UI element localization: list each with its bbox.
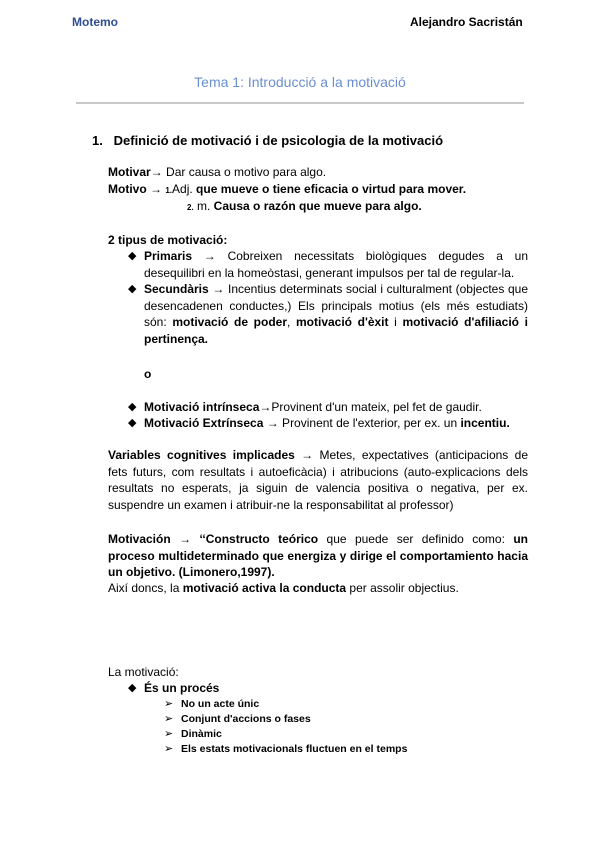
definition-motivo-2 [187,198,422,217]
secundaris-term: Secundàris [144,282,209,296]
types-heading: 2 tipus de motivació: [108,233,228,247]
type-intrinseca [144,399,482,416]
list-item: Dinàmic [181,728,222,740]
motivo-number-2: 2. [187,203,194,212]
section-heading [92,133,443,148]
arrow-icon: → [150,165,163,179]
list-intro: La motivació: [108,665,179,679]
arrow-icon: → [146,182,166,196]
definition-motivar [108,164,326,181]
secundaris-text: → Incentius determinats social i culturalment (objectes que desencadenen conductes,) Els principals motius (els més estudiats) són: [144,282,528,329]
type-secundaris [144,281,528,347]
diamond-bullet-icon: ◆ [128,417,137,429]
motiu-afiliacio: motivació d'afiliació i pertinença. [144,315,528,346]
section-number: 1. [92,133,103,148]
intrinseca-term: Motivació intrínseca [144,400,260,414]
summary-end: per assolir objectius. [346,581,459,595]
header-author: Alejandro Sacristán [410,15,523,29]
diamond-bullet-icon: ◆ [128,250,137,262]
diamond-bullet-icon: ◆ [128,682,137,694]
arrowhead-bullet-icon: ➢ [164,743,174,755]
extrinseca-text: → Provinent de l'exterior, per ex. un [263,416,461,430]
list-item: Conjunt d'accions o fases [181,713,311,725]
summary-bold: motivació activa la conducta [182,581,347,595]
motivacion-paragraph [108,531,528,581]
variables-text: → Metes, expectatives (anticipacions de fets futurs, com resultats i autoeficàcia) i atribucions (auto-explicacions dels resultats no esperats, ja siguin de valencia positiva o negativa, per ex. suspendre un examen i atribuir-ne la responsabilitat al professor) [108,448,529,512]
primaris-term: Primaris [144,249,193,263]
extrinseca-term: Motivació Extrínseca [144,416,264,430]
arrow-icon: → [170,532,200,546]
extrinseca-incentiu: incentiu. [460,416,510,430]
motivo-masculine: m. [193,199,214,213]
diamond-bullet-icon: ◆ [128,401,137,413]
motiu-poder: motivació de poder [172,315,287,329]
arrowhead-bullet-icon: ➢ [164,698,174,710]
list-item: No un acte únic [181,698,260,710]
motivacion-term: Motivación [108,532,171,546]
motivar-definition: Dar causa o motivo para algo. [162,165,327,179]
motivacion-mid: que puede ser definido como: [318,532,514,546]
primaris-text: → Cobreixen necessitats biològiques degudes a un desequilibri en la homeòstasi, generant impulsos per tal de regular-la. [144,249,528,280]
intrinseca-text: →Provinent d'un mateix, pel fet de gaudir. [259,400,482,414]
motivacion-summary [108,580,459,597]
motivacion-definition: un proceso multideterminado que energiza y dirige el comportamiento hacia un objetivo. (Limonero,1997). [108,532,529,579]
type-extrinseca [144,415,510,432]
list-item: Els estats motivacionals fluctuen en el temps [181,743,408,755]
motivo-number-1: 1. [165,186,173,195]
separator: i [388,315,403,329]
motivacion-quote: ‘‘Constructo teórico [199,532,319,546]
list-main-item: És un procés [144,681,220,695]
page-title: Tema 1: Introducció a la motivació [194,74,406,90]
summary-start: Així doncs, la [108,581,183,595]
section-title: Definició de motivació i de psicologia de la motivació [113,133,444,148]
motivo-definition-1: que mueve o tiene eficacia o virtud para mover. [196,182,467,196]
motiu-exit: motivació d'èxit [295,315,389,329]
arrowhead-bullet-icon: ➢ [164,713,174,725]
diamond-bullet-icon: ◆ [128,283,137,295]
motivo-definition-2: Causa o razón que mueve para algo. [213,199,422,213]
separator: , [287,315,296,329]
title-divider [76,102,524,104]
arrowhead-bullet-icon: ➢ [164,728,174,740]
type-primaris [144,248,528,281]
stray-letter: o [144,367,152,381]
motivo-adj: Adj. [172,182,197,196]
variables-paragraph [108,447,528,513]
header-brand: Motemo [72,15,118,29]
motivo-term: Motivo [108,182,147,196]
motivar-term: Motivar [108,165,151,179]
variables-term: Variables cognitives implicades [108,448,295,462]
definition-motivo-1 [108,181,466,200]
